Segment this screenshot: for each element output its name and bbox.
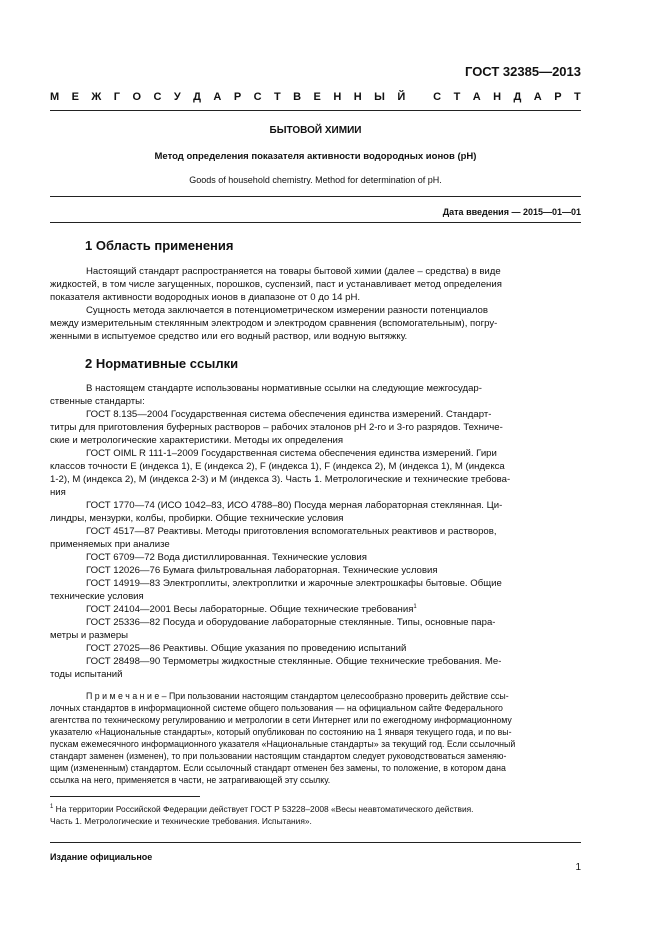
section-2-heading: 2 Нормативные ссылки	[85, 356, 239, 371]
s2-line: ственные стандарты:	[50, 396, 145, 407]
s1-line: между измерительным стеклянным электродом и электродом сравнения (вспомогательным), погру-	[50, 318, 498, 329]
footnote-line: Часть 1. Метрологические и технические требования. Испытания».	[50, 816, 312, 826]
standard-type-letter: О	[132, 91, 142, 103]
s2-line: ГОСТ 12026—76 Бумага фильтровальная лабораторная. Технические условия	[86, 565, 438, 576]
s2-line-with-footnote	[86, 604, 417, 615]
s1-line: показателя активности водородных ионов в диапазоне от 0 до 14 pH.	[50, 292, 361, 303]
standard-type-letter: А	[472, 91, 481, 103]
footnote-rule	[50, 796, 200, 797]
s2-line: ГОСТ 27025—86 Реактивы. Общие указания по проведению испытаний	[86, 643, 407, 654]
title-main: БЫТОВОЙ ХИМИИ	[269, 125, 362, 136]
page-number: 1	[575, 862, 581, 873]
standard-type-letter: Е	[71, 91, 79, 103]
s2-line: ГОСТ 4517—87 Реактивы. Методы приготовления вспомогательных реактивов и растворов,	[86, 526, 497, 537]
note-line: щим (измененным) стандартом. Если ссылочный стандарт отменен без замены, то положение, в котором дана	[50, 763, 506, 773]
standard-type-letter: Р	[554, 91, 562, 103]
s2-line: ГОСТ 8.135—2004 Государственная система обеспечения единства измерений. Стандарт-	[86, 409, 492, 420]
s2-line: 1-2), M (индекса 2), M (индекса 2-3) и M (индекса 3). Часть 1. Метрологические и технические требова-	[50, 474, 511, 485]
footnote-text: На территории Российской Федерации действует ГОСТ Р 53228–2008 «Весы неавтоматического действия.	[55, 804, 474, 814]
s2-line: ские и метрологические характеристики. Методы их определения	[50, 435, 344, 446]
header-rule	[50, 110, 581, 111]
note-line: пускам ежемесячного информационного указателя «Национальные стандарты» за текущий год. Если ссылочный	[50, 739, 516, 749]
standard-type-letter: Ж	[91, 91, 102, 103]
standard-type-letter: С	[433, 91, 442, 103]
footer-rule	[50, 842, 581, 843]
standard-type-letter: С	[253, 91, 262, 103]
s2-line: ГОСТ 6709—72 Вода дистиллированная. Технические условия	[86, 552, 367, 563]
s2-line: классов точности E (индекса 1), E (индекса 2), F (индекса 1), F (индекса 2), M (индекса 1), M (индекса	[50, 461, 505, 472]
note-line: П р и м е ч а н и е – При пользовании настоящим стандартом целесообразно проверить действие ссы-	[86, 691, 509, 701]
standard-type-letter: Т	[573, 91, 581, 103]
standard-type-letter: Ы	[374, 91, 385, 103]
s2-line: линдры, мензурки, колбы, пробирки. Общие технические условия	[50, 513, 344, 524]
introduction-date: Дата введения — 2015—01—01	[442, 207, 581, 217]
standard-type-letter: А	[533, 91, 542, 103]
note-line: агентства по техническому регулированию и метрологии в сети Интернет или по ежегодному информационному	[50, 715, 512, 725]
standard-type-letter: С	[153, 91, 162, 103]
standard-type-letter: В	[293, 91, 302, 103]
standard-type-letter: Н	[493, 91, 502, 103]
s1-line: жидкостей, в том числе загущенных, порошков, суспензий, паст и устанавливает метод определения	[50, 279, 502, 290]
note-line: ссылка на него, применяется в части, не затрагивающей эту ссылку.	[50, 775, 331, 785]
standard-type-letter: Й	[397, 91, 406, 103]
standard-type-letter: Д	[513, 91, 522, 103]
s2-line: ГОСТ 14919—83 Электроплиты, электроплитки и жарочные электрошкафы бытовые. Общие	[86, 578, 502, 589]
note-line: стандарт заменен (изменен), то при пользовании настоящим стандартом следует руководствоваться заменяю-	[50, 751, 507, 761]
s2-line: метры и размеры	[50, 630, 129, 641]
s2-line: ГОСТ 25336—82 Посуда и оборудование лабораторные стеклянные. Типы, основные пара-	[86, 617, 496, 628]
standard-type-letter: Р	[233, 91, 242, 103]
standard-type-letter: Г	[113, 91, 121, 103]
s1-line: женными в испытуемое средство или его водный раствор, или водную вытяжку.	[50, 331, 408, 342]
title-rule	[50, 196, 581, 197]
s2-line: ГОСТ 28498—90 Термометры жидкостные стеклянные. Общие технические требования. Ме-	[86, 656, 502, 667]
standard-type-letter: Т	[273, 91, 281, 103]
footnote-marker: 1	[50, 804, 54, 811]
standard-type-letter: У	[173, 91, 181, 103]
s2-line: применяемых при анализе	[50, 539, 170, 550]
title-english: Goods of household chemistry. Method for determination of pH.	[189, 175, 442, 185]
edition-label: Издание официальное	[50, 852, 153, 862]
s2-line: тоды испытаний	[50, 669, 123, 680]
date-rule	[50, 222, 581, 223]
s2-line: технические условия	[50, 591, 144, 602]
s2-line: В настоящем стандарте использованы нормативные ссылки на следующие межгосудар-	[86, 383, 482, 394]
title-method: Метод определения показателя активности водородных ионов (pH)	[154, 151, 477, 162]
s1-line: Сущность метода заключается в потенциометрическом измерении разности потенциалов	[86, 305, 488, 316]
footnote-marker: 1	[413, 604, 417, 610]
standard-type-letter: М	[50, 91, 60, 103]
s2-line: ГОСТ 1770—74 (ИСО 1042–83, ИСО 4788–80) Посуда мерная лабораторная стеклянная. Ци-	[86, 500, 503, 511]
section-1-heading: 1 Область применения	[85, 238, 234, 253]
s2-line: титры для приготовления буферных растворов – рабочих эталонов pH 2-го и 3-го разрядов. Техниче-	[50, 422, 503, 433]
note-line: указателю «Национальные стандарты», который опубликован по состоянию на 1 января текущего года, и по вы-	[50, 727, 512, 737]
standard-type-letter: Д	[193, 91, 201, 103]
footnote-line	[50, 804, 474, 814]
s2-line: ния	[50, 487, 66, 498]
s2-line: ГОСТ OIML R 111-1–2009 Государственная система обеспечения единства измерений. Гири	[86, 448, 497, 459]
standard-type-letter: Н	[333, 91, 342, 103]
s2-line-text: ГОСТ 24104—2001 Весы лабораторные. Общие технические требования	[86, 604, 414, 616]
standard-type-letter: Т	[453, 91, 461, 103]
gost-number: ГОСТ 32385—2013	[465, 64, 581, 79]
standard-type-letter: Е	[313, 91, 321, 103]
standard-type-letter	[418, 91, 421, 103]
standard-type-heading	[50, 91, 581, 103]
s1-line: Настоящий стандарт распространяется на товары бытовой химии (далее – средства) в виде	[86, 266, 501, 277]
note-line: лочных стандартов в информационной системе общего пользования — на официальном сайте Федерального	[50, 703, 503, 713]
standard-type-letter: А	[213, 91, 222, 103]
standard-type-letter: Н	[353, 91, 362, 103]
